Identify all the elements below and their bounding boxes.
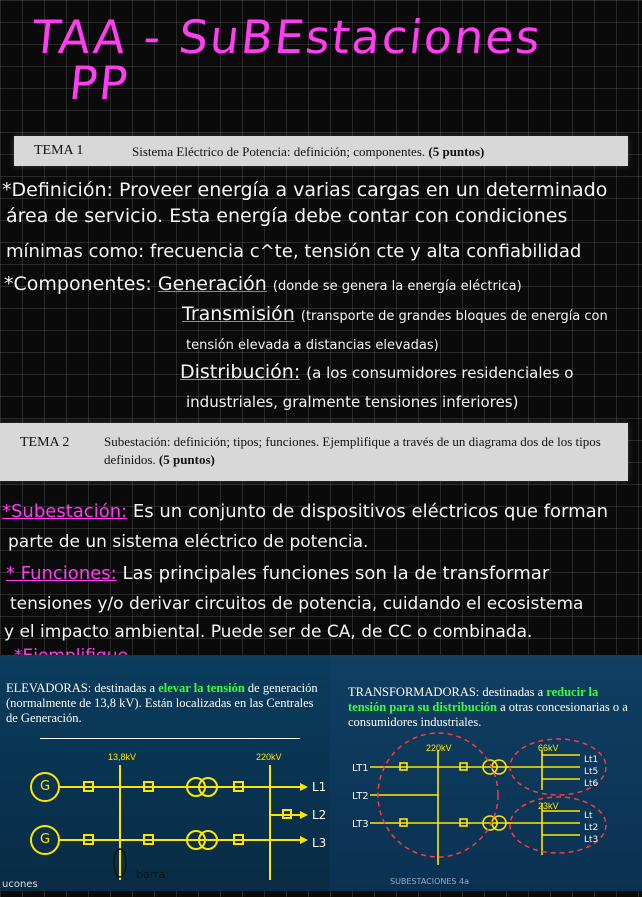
tema2-points: (5 puntos) — [158, 452, 215, 467]
elevadoras-highlight: elevar la tensión — [158, 681, 245, 695]
note-definition-line2: área de servicio. Esta energía debe contar con condiciones — [6, 205, 568, 227]
title-line-2: PP — [66, 56, 132, 110]
funciones-label: * Funciones: — [6, 563, 117, 584]
voltage-label-220: 220kV — [426, 743, 452, 753]
tema1-points: (5 puntos) — [428, 144, 485, 159]
note-distribution-line — [180, 360, 573, 385]
distribution-desc2: industriales, gralmente tensiones inferiores) — [186, 393, 519, 411]
elevadoras-diagram — [0, 655, 330, 891]
note-funciones-line2: tensiones y/o derivar circuitos de potencia, cuidando el ecosistema — [10, 594, 584, 614]
tema2-number: TEMA 2 — [20, 435, 70, 450]
line-L3: L3 — [312, 836, 327, 850]
elevadoras-panel — [0, 655, 330, 891]
line-L2: L2 — [312, 808, 327, 822]
line-L1: L1 — [312, 780, 327, 794]
generation-term: Generación — [157, 273, 267, 295]
voltage-label-gen: 13,8kV — [108, 752, 137, 762]
transformadoras-panel — [330, 655, 642, 891]
voltage-label-trans: 220kV — [256, 752, 282, 762]
input-line-2: LT2 — [352, 791, 369, 802]
barra-note: barra — [136, 868, 166, 881]
voltage-label-23: 23kV — [538, 801, 559, 811]
tema1-statement: Sistema Eléctrico de Potencia: definición; componentes. — [132, 144, 426, 159]
note-funciones-line3: y el impacto ambiental. Puede ser de CA, de CC o combinada. — [4, 622, 533, 642]
title-line-1: TAA - SuBEstaciones — [29, 10, 545, 64]
transmission-desc2: tensión elevada a distancias elevadas) — [186, 338, 439, 353]
output-1b: Lt5 — [584, 767, 599, 777]
generator-1: G — [40, 779, 51, 794]
tema1-box — [14, 136, 628, 166]
generator-2: G — [40, 832, 51, 847]
transmission-term: Transmisión — [182, 303, 295, 325]
transformadoras-t1: destinadas a — [482, 685, 544, 699]
transformadoras-highlight: reducir la tensión para su distribución — [348, 685, 599, 714]
elevadoras-t1: destinadas a — [94, 681, 156, 695]
components-label: *Componentes: — [4, 273, 158, 295]
output-1a: Lt1 — [584, 755, 599, 765]
output-2c: Lt3 — [584, 835, 599, 845]
voltage-label-66: 66kV — [538, 743, 559, 753]
note-definition-line1: *Definición: Proveer energía a varias cargas en un determinado — [2, 179, 608, 201]
subestacion-label: *Subestación: — [2, 501, 128, 522]
elevadoras-title: ELEVADORAS: — [6, 681, 92, 695]
note-transmission-line — [182, 302, 608, 329]
subestacion-text: Es un conjunto de dispositivos eléctricos que forman — [132, 501, 609, 522]
slide-footer: SUBESTACIONES 4a — [390, 877, 470, 886]
funciones-text: Las principales funciones son la de transformar — [122, 563, 550, 584]
tema2-statement: Subestación: definición; tipos; funciones. Ejemplifique a través de un diagrama dos de los tipos definidos. — [104, 434, 601, 467]
elevadoras-t3: de generación (normalmente de 13,8 kV). Están localizadas en las Centrales de Generación. — [6, 681, 318, 725]
transmission-desc1: (transporte de grandes bloques de energía con — [300, 309, 608, 324]
page-title — [25, 10, 635, 110]
note-components-line — [4, 272, 522, 299]
input-line-1: LT1 — [352, 763, 369, 774]
transformadoras-t3: a otras concesionarias o a consumidores industriales. — [348, 700, 628, 729]
distribution-term: Distribución: — [180, 361, 301, 383]
note-funciones-line — [6, 562, 549, 586]
distribution-desc1: (a los consumidores residenciales o — [306, 364, 574, 382]
tema1-text — [132, 144, 484, 160]
note-subestacion-line — [2, 500, 608, 524]
note-definition-line3: mínimas como: frecuencia c^te, tensión cte y alta confiabilidad — [6, 241, 582, 262]
output-2a: Lt — [584, 811, 593, 821]
tema1-number: TEMA 1 — [34, 143, 84, 158]
generation-desc: (donde se genera la energía eléctrica) — [272, 279, 522, 294]
input-line-3: LT3 — [352, 819, 369, 830]
output-2b: Lt2 — [584, 823, 599, 833]
note-subestacion-line2: parte de un sistema eléctrico de potencia. — [8, 532, 369, 552]
corner-note: ucones — [2, 879, 38, 890]
output-1c: Lt6 — [584, 779, 599, 789]
transformadoras-title: TRANSFORMADORAS: — [348, 685, 480, 699]
tema2-box — [0, 423, 628, 481]
tema2-text — [104, 433, 618, 469]
